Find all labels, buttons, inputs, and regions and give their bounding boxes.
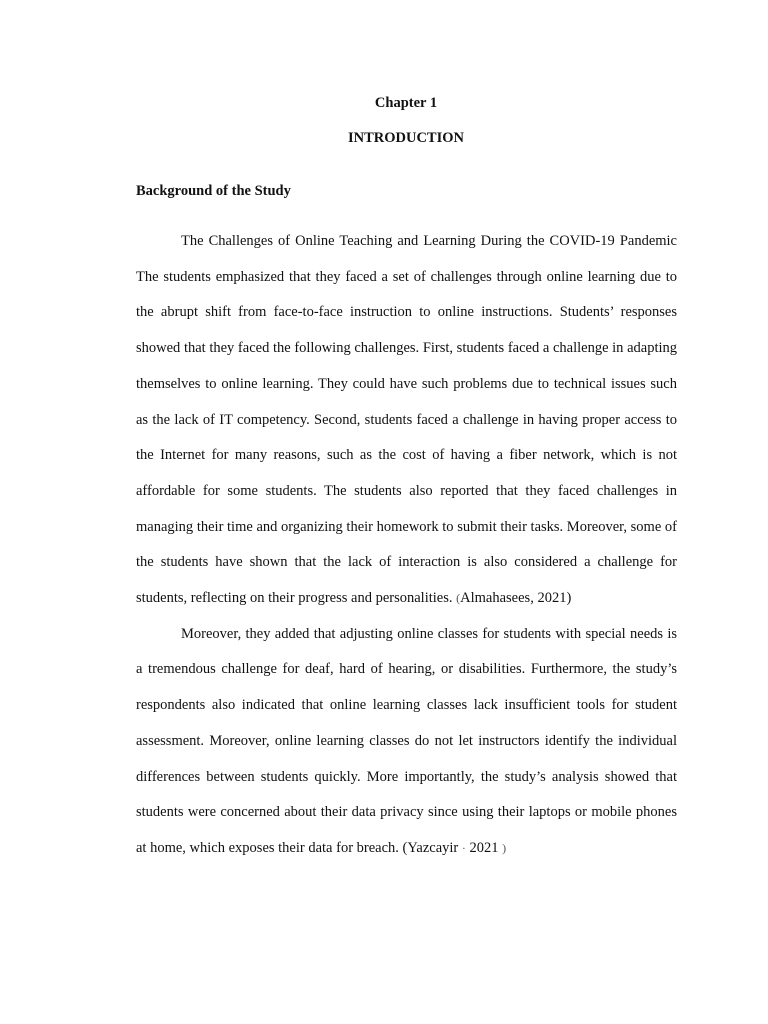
- chapter-label: Chapter 1: [374, 95, 438, 111]
- citation-separator: ·: [461, 840, 466, 855]
- chapter-title: INTRODUCTION: [347, 130, 464, 146]
- citation: (Yazcayir: [402, 839, 459, 856]
- citation-open-paren: (: [456, 591, 461, 606]
- paragraph: [136, 224, 677, 617]
- citation-year: 2021: [469, 839, 499, 856]
- document-body: [136, 224, 677, 867]
- citation: Almahasees, 2021): [460, 590, 572, 607]
- citation-close-paren: ): [502, 840, 507, 855]
- paragraph-text: The Challenges of Online Teaching and Learning During the COVID-19 Pandemic The students emphasized that they faced a set of challenges through online learning due to the abrupt shift from face-to-face instruction to online instructions. Students’ responses showed that they faced the following challenges. First, students faced a challenge in adapting themselves to online learning. They could have such problems due to technical issues such as the lack of IT competency. Second, students faced a challenge in having proper access to the Internet for many reasons, such as the cost of having a fiber network, which is not affordable for some students. The students also reported that they faced challenges in managing their time and organizing their homework to submit their tasks. Moreover, some of the students have shown that the lack of interaction is also considered a challenge for students, reflecting on their progress and personalities.: [136, 233, 677, 607]
- paragraph-text: Moreover, they added that adjusting online classes for students with special needs is a tremendous challenge for deaf, hard of hearing, or disabilities. Furthermore, the study’s respondents also indicated that online learning classes lack insufficient tools for student assessment. Moreover, online learning classes do not let instructors identify the individual differences between students quickly. More importantly, the study’s analysis showed that students were concerned about their data privacy since using their laptops or mobile phones at home, which exposes their data for breach.: [136, 625, 677, 856]
- paragraph: [136, 617, 677, 867]
- section-heading: Background of the Study: [136, 183, 291, 199]
